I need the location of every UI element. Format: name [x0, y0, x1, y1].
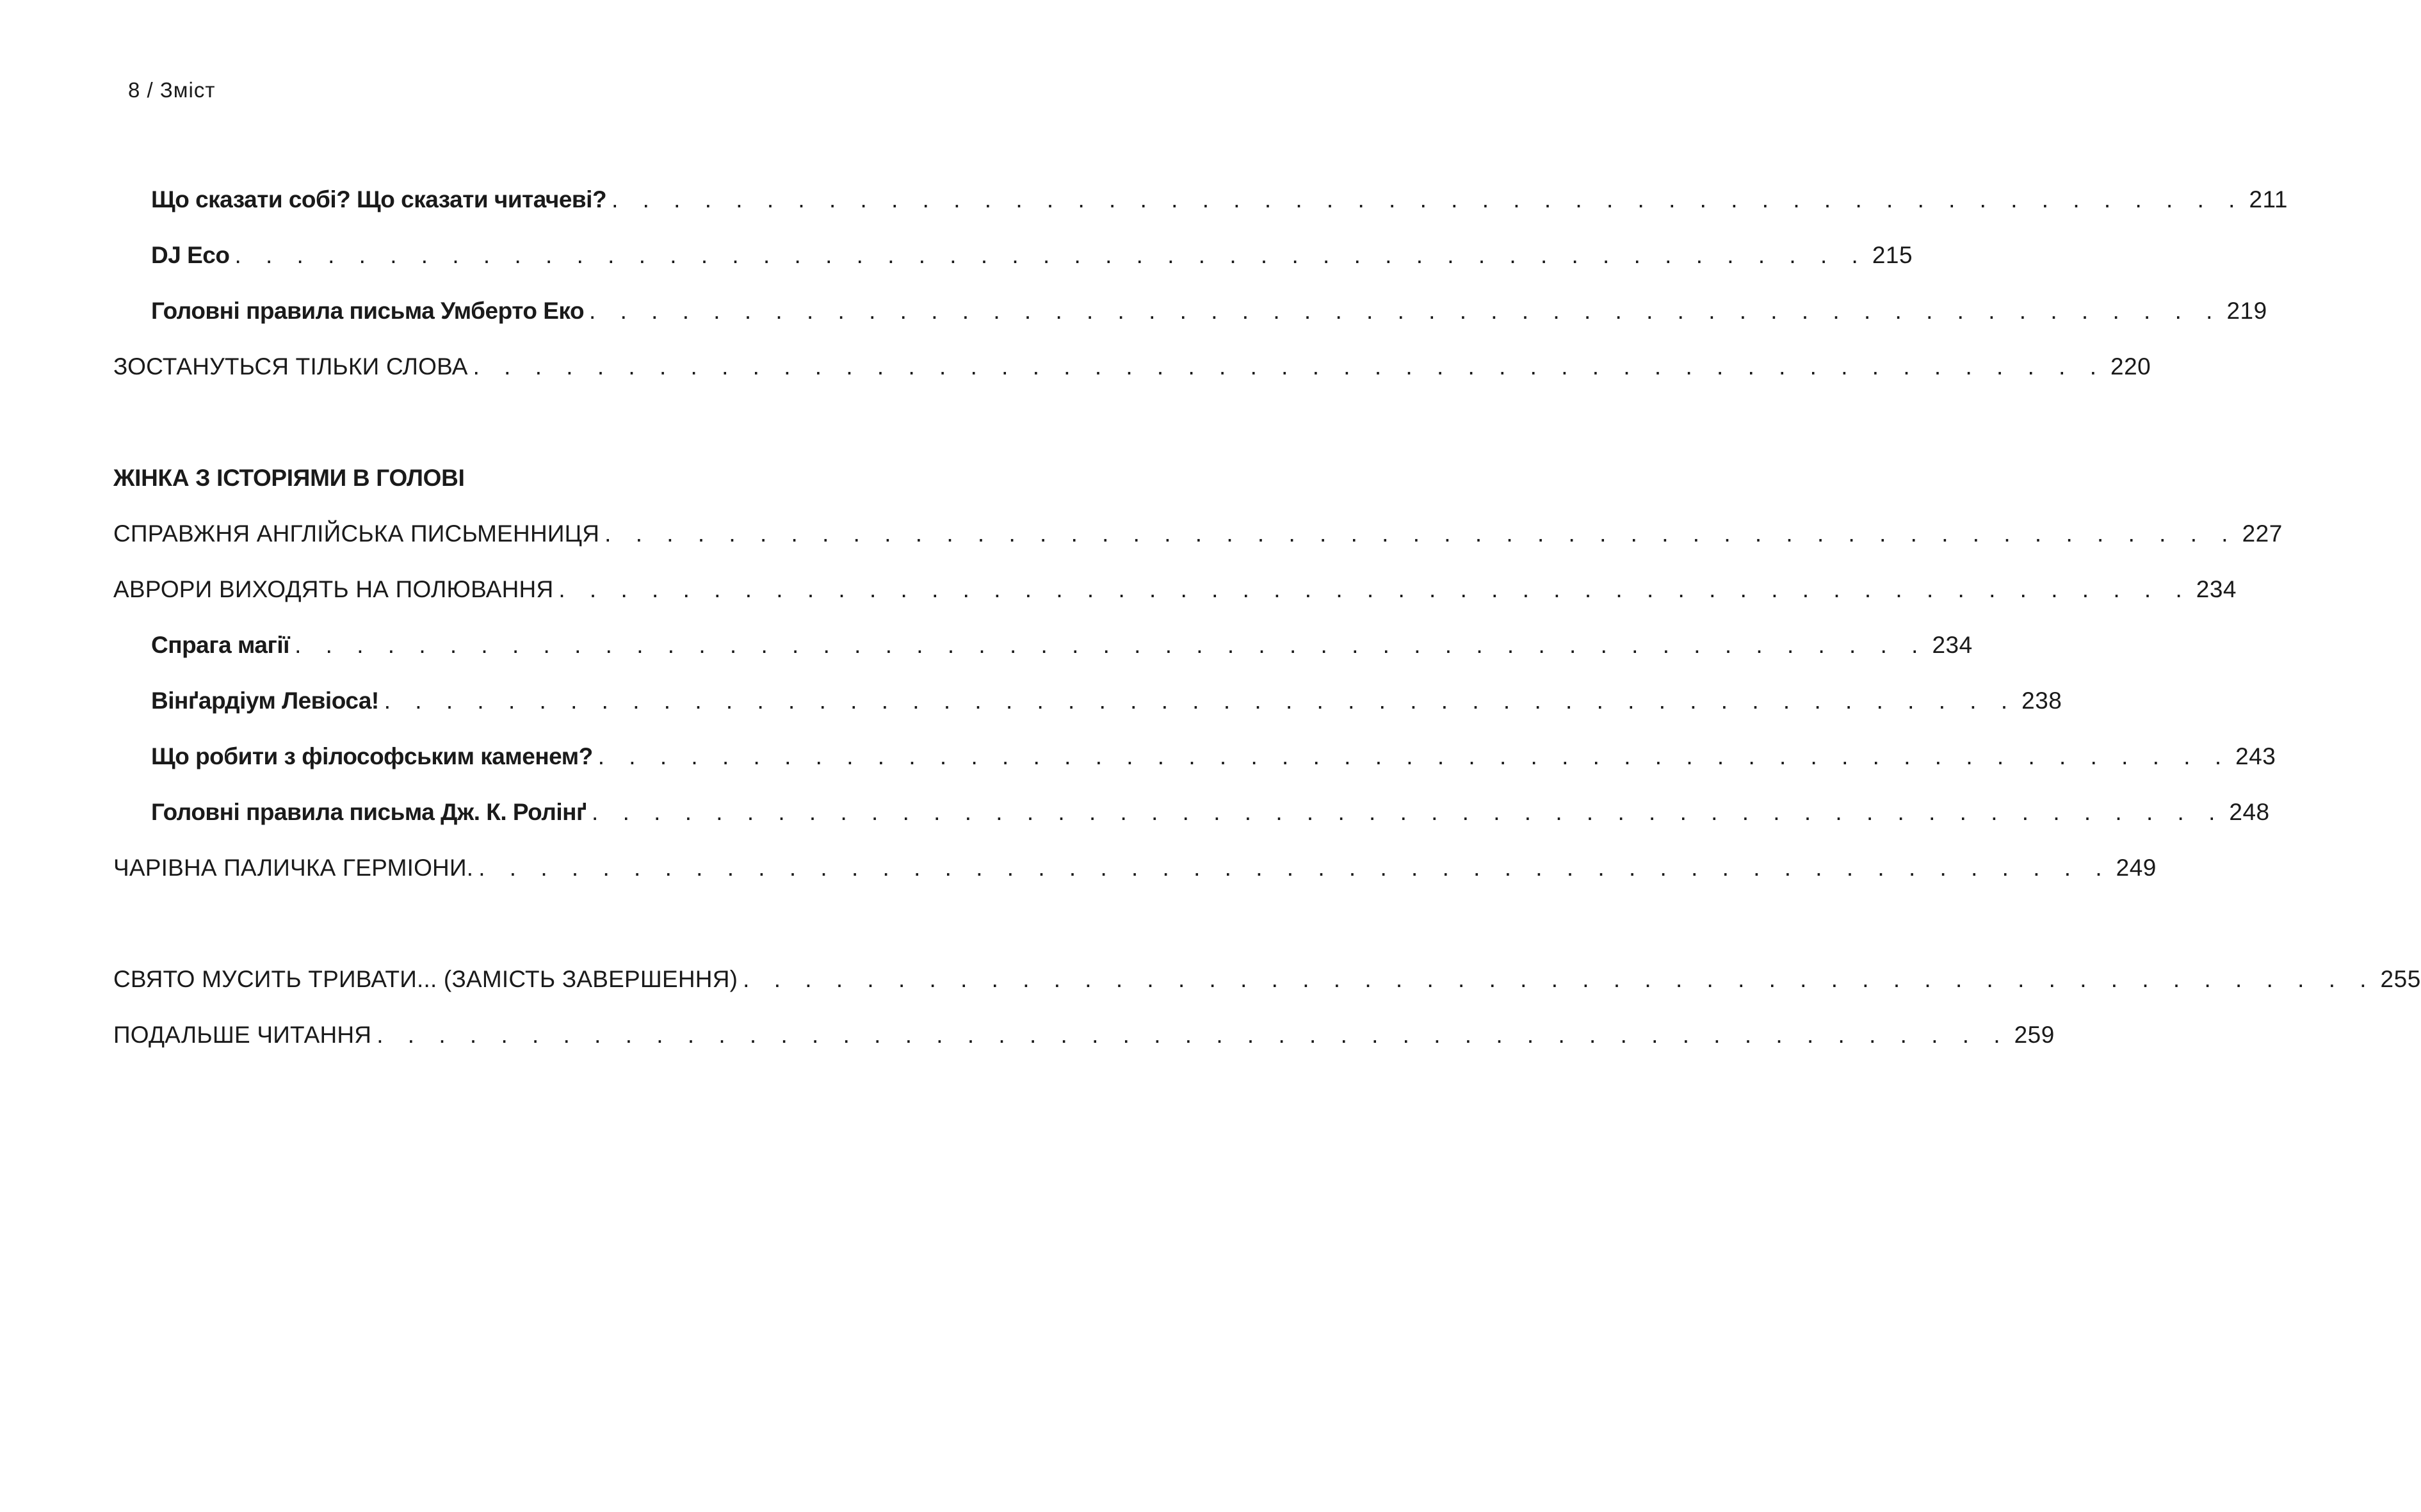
- dot-leader: . . . . . . . . . . . . . . . . . . . . . . . . . . . . . . . . . . . . . . . . . . . . . . . . . . . . .: [743, 966, 2376, 992]
- toc-chapter-page: 234: [2196, 576, 2237, 602]
- part-heading[interactable]: ЖІНКА З ІСТОРІЯМИ В ГОЛОВІ: [113, 465, 465, 491]
- header-separator: /: [147, 78, 154, 102]
- toc-chapter-title: СПРАВЖНЯ АНГЛІЙСЬКА ПИСЬМЕННИЦЯ: [113, 520, 600, 547]
- toc-chapter[interactable]: [113, 951, 2421, 1007]
- toc-entry[interactable]: [113, 283, 2267, 339]
- running-head: [128, 78, 215, 102]
- toc-chapter-title: ЗОСТАНУТЬСЯ ТІЛЬКИ СЛОВА: [113, 353, 468, 380]
- toc-entry[interactable]: [113, 673, 2062, 728]
- toc-entry-title: Головні правила письма Умберто Еко: [151, 298, 585, 324]
- toc-entry[interactable]: [113, 784, 2270, 840]
- dot-leader: . . . . . . . . . . . . . . . . . . . . . . . . . . . . . . . . . . . . . . . . . . . . . . . . . . . . .: [558, 576, 2191, 602]
- toc-entry-page: 243: [2235, 743, 2276, 769]
- toc-entry-page: 248: [2229, 799, 2270, 825]
- toc-chapter[interactable]: [113, 840, 2157, 896]
- toc-entry[interactable]: [113, 617, 1973, 673]
- toc-entry-title: Що робити з філософським каменем?: [151, 743, 593, 769]
- toc-chapter-page: 249: [2116, 855, 2157, 881]
- toc-chapter[interactable]: [113, 561, 2237, 617]
- table-of-contents: [113, 172, 2421, 1063]
- toc-entry-page: 234: [1932, 632, 1973, 658]
- toc-chapter-page: 220: [2110, 353, 2151, 380]
- dot-leader: . . . . . . . . . . . . . . . . . . . . . . . . . . . . . . . . . . . . . . . . . . . . . . . . . . . . .: [611, 186, 2244, 213]
- toc-entry-page: 211: [2249, 186, 2288, 213]
- toc-entry-page: 238: [2021, 688, 2062, 714]
- toc-entry-page: 215: [1872, 242, 1913, 268]
- toc-entry[interactable]: [113, 728, 2276, 784]
- dot-leader: . . . . . . . . . . . . . . . . . . . . . . . . . . . . . . . . . . . . . . . . . . . . . . . . . . . . .: [384, 688, 2017, 714]
- dot-leader: . . . . . . . . . . . . . . . . . . . . . . . . . . . . . . . . . . . . . . . . . . . . . . . . . . . . .: [604, 520, 2237, 547]
- toc-entry[interactable]: [113, 172, 2288, 227]
- dot-leader: . . . . . . . . . . . . . . . . . . . . . . . . . . . . . . . . . . . . . . . . . . . . . . . . . . . . .: [234, 242, 1867, 268]
- toc-entry-title: Спрага магії: [151, 632, 290, 658]
- toc-entry-title: DJ Eco: [151, 242, 230, 268]
- dot-leader: . . . . . . . . . . . . . . . . . . . . . . . . . . . . . . . . . . . . . . . . . . . . . . . . . . . . .: [295, 632, 1927, 658]
- dot-leader: . . . . . . . . . . . . . . . . . . . . . . . . . . . . . . . . . . . . . . . . . . . . . . . . . . . . .: [597, 743, 2231, 769]
- toc-chapter[interactable]: [113, 1007, 2055, 1063]
- toc-chapter-page: 255: [2380, 966, 2421, 992]
- toc-entry-page: 219: [2226, 298, 2267, 324]
- page-number: 8: [128, 78, 141, 102]
- toc-chapter-title: ЧАРІВНА ПАЛИЧКА ГЕРМІОНИ.: [113, 855, 474, 881]
- toc-chapter[interactable]: [113, 506, 2283, 561]
- toc-entry[interactable]: [113, 227, 1913, 283]
- section-title: Зміст: [159, 78, 216, 102]
- toc-chapter-page: 227: [2242, 520, 2283, 547]
- dot-leader: . . . . . . . . . . . . . . . . . . . . . . . . . . . . . . . . . . . . . . . . . . . . . . . . . . . . .: [589, 298, 2222, 324]
- toc-entry-title: Вінґардіум Левіоса!: [151, 688, 379, 714]
- dot-leader: . . . . . . . . . . . . . . . . . . . . . . . . . . . . . . . . . . . . . . . . . . . . . . . . . . . . .: [377, 1022, 2009, 1048]
- section-gap: [113, 896, 860, 951]
- toc-chapter-title: СВЯТО МУСИТЬ ТРИВАТИ... (ЗАМІСТЬ ЗАВЕРШЕННЯ): [113, 966, 738, 992]
- toc-entry-title: Головні правила письма Дж. К. Ролінґ: [151, 799, 587, 825]
- toc-chapter-title: АВРОРИ ВИХОДЯТЬ НА ПОЛЮВАННЯ: [113, 576, 554, 602]
- dot-leader: . . . . . . . . . . . . . . . . . . . . . . . . . . . . . . . . . . . . . . . . . . . . . . . . . . . . .: [473, 353, 2106, 380]
- toc-entry-title: Що сказати собі? Що сказати читачеві?: [151, 186, 607, 213]
- toc-chapter[interactable]: [113, 339, 2151, 394]
- toc-chapter-title: ПОДАЛЬШЕ ЧИТАННЯ: [113, 1022, 372, 1048]
- dot-leader: . . . . . . . . . . . . . . . . . . . . . . . . . . . . . . . . . . . . . . . . . . . . . . . . . . . . .: [592, 799, 2224, 825]
- dot-leader: . . . . . . . . . . . . . . . . . . . . . . . . . . . . . . . . . . . . . . . . . . . . . . . . . . . . .: [478, 855, 2111, 881]
- toc-chapter-page: 259: [2014, 1022, 2055, 1048]
